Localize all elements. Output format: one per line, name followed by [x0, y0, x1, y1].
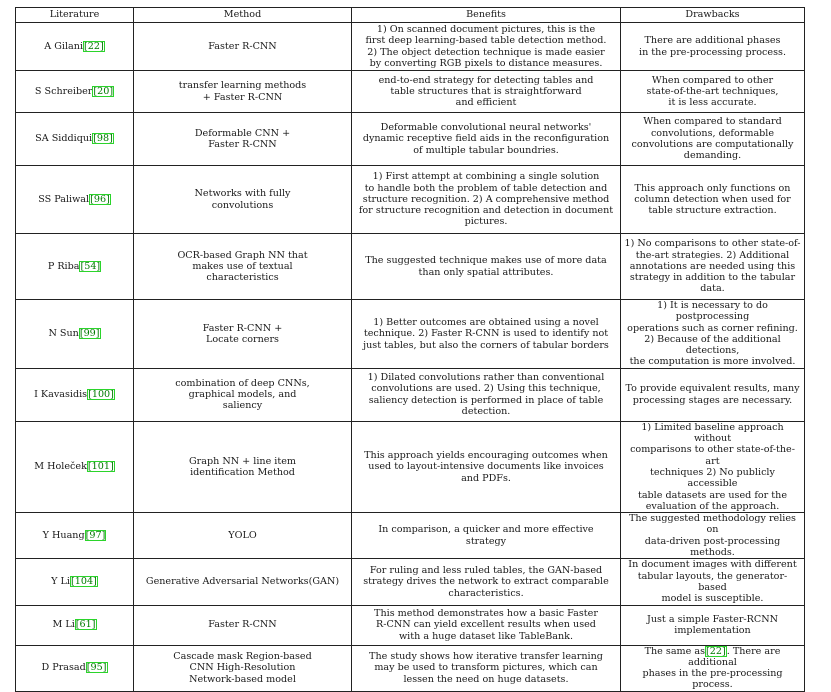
table-row: [16, 300, 805, 369]
benefits-cell: Deformable convolutional neural networks' dynamic receptive field aids in the reconfiguration of multiple tabular boundries.: [352, 113, 621, 166]
citation-link[interactable]: [104]: [71, 576, 97, 588]
literature-cell: [16, 113, 134, 166]
author-name: I Kavasidis: [34, 389, 88, 401]
literature-cell: [16, 421, 134, 512]
drawbacks-cell: 1) It is necessary to do postprocessing operations such as corner refining. 2) Because of the additional detections, the computation is more involved.: [621, 300, 805, 369]
literature-cell: [16, 368, 134, 421]
drawbacks-cell: This approach only functions on column detection when used for table structure extraction.: [621, 166, 805, 234]
citation-link[interactable]: [61]: [75, 619, 96, 631]
author-name: A Gilani: [44, 40, 84, 52]
table-row: [16, 113, 805, 166]
author-name: Y Huang: [42, 530, 85, 542]
method-cell: Faster R-CNN + Locate corners: [134, 300, 352, 369]
citation-link[interactable]: [22]: [84, 40, 104, 52]
benefits-cell: This method demonstrates how a basic Faster R-CNN can yield excellent results when used with a huge dataset like TableBank.: [352, 605, 621, 645]
literature-cell: [16, 645, 134, 691]
header-benefits: Benefits: [352, 8, 621, 23]
table-row: [16, 368, 805, 421]
literature-cell: [16, 71, 134, 113]
drawbacks-cell: When compared to other state-of-the-art techniques, it is less accurate.: [621, 71, 805, 113]
method-cell: Generative Adversarial Networks(GAN): [134, 559, 352, 605]
table-row: [16, 71, 805, 113]
citation-link[interactable]: [99]: [79, 328, 100, 340]
drawbacks-cell: 1) Limited baseline approach without comparisons to other state-of-the-art techniques 2) No publicly accessible table datasets are used for the evaluation of the approach.: [621, 421, 805, 512]
literature-cell: [16, 300, 134, 369]
method-cell: Networks with fully convolutions: [134, 166, 352, 234]
author-name: P Riba: [47, 260, 80, 272]
author-name: S Schreiber: [34, 85, 93, 97]
benefits-cell: For ruling and less ruled tables, the GAN-based strategy drives the network to extract comparable characteristics.: [352, 559, 621, 605]
header-method: Method: [134, 8, 352, 23]
drawbacks-cell: Just a simple Faster-RCNN implementation: [621, 605, 805, 645]
method-cell: Faster R-CNN: [134, 605, 352, 645]
table-header-row: [16, 8, 805, 23]
header-drawbacks: Drawbacks: [621, 8, 805, 23]
table-row: [16, 645, 805, 691]
drawbacks-cell: To provide equivalent results, many processing stages are necessary.: [621, 368, 805, 421]
benefits-cell: 1) Better outcomes are obtained using a novel technique. 2) Faster R-CNN is used to identify not just tables, but also the corners of tabular borders: [352, 300, 621, 369]
benefits-cell: In comparison, a quicker and more effective strategy: [352, 513, 621, 559]
method-cell: OCR-based Graph NN that makes use of textual characteristics: [134, 234, 352, 300]
benefits-cell: The suggested technique makes use of more data than only spatial attributes.: [352, 234, 621, 300]
author-name: SS Paliwal: [38, 193, 90, 205]
author-name: M Li: [52, 619, 75, 631]
table-row: [16, 23, 805, 71]
drawbacks-cell: There are additional phases in the pre-processing process.: [621, 23, 805, 71]
drawbacks-cell: In document images with different tabular layouts, the generator-based model is susceptible.: [621, 559, 805, 605]
table-row: [16, 234, 805, 300]
benefits-cell: The study shows how iterative transfer learning may be used to transform pictures, which can lessen the need on huge datasets.: [352, 645, 621, 691]
drawbacks-cell: [621, 645, 805, 691]
author-name: M Holeček: [34, 461, 87, 473]
literature-cell: [16, 166, 134, 234]
citation-link[interactable]: [97]: [85, 530, 106, 542]
drawbacks-text-end: . There are additional phases in the pre-processing process.: [642, 645, 783, 691]
literature-cell: [16, 513, 134, 559]
header-literature: Literature: [16, 8, 134, 23]
method-cell: combination of deep CNNs, graphical models, and saliency: [134, 368, 352, 421]
literature-cell: [16, 234, 134, 300]
method-cell: transfer learning methods + Faster R-CNN: [134, 71, 352, 113]
citation-link[interactable]: [98]: [93, 133, 113, 145]
drawbacks-cell: When compared to standard convolutions, deformable convolutions are computationally demanding.: [621, 113, 805, 166]
author-name: SA Siddiqui: [35, 133, 93, 145]
literature-cell: [16, 23, 134, 71]
table-row: [16, 605, 805, 645]
table-row: [16, 559, 805, 605]
method-cell: Faster R-CNN: [134, 23, 352, 71]
literature-comparison-table: [15, 7, 805, 692]
benefits-cell: end-to-end strategy for detecting tables and table structures that is straightforward and efficient: [352, 71, 621, 113]
table-row: [16, 513, 805, 559]
citation-link[interactable]: [96]: [90, 193, 110, 205]
citation-link[interactable]: [20]: [93, 85, 114, 97]
citation-link[interactable]: [101]: [87, 461, 114, 473]
method-cell: Graph NN + line item identification Method: [134, 421, 352, 512]
author-name: Y Li: [51, 576, 70, 588]
benefits-cell: 1) On scanned document pictures, this is the first deep learning-based table detection method. 2) The object detection technique is made easier by converting RGB pixels to distance measures.: [352, 23, 621, 71]
benefits-cell: This approach yields encouraging outcomes when used to layout-intensive documents like invoices and PDFs.: [352, 421, 621, 512]
drawbacks-text-start: The same as: [644, 645, 706, 657]
drawbacks-cell: The suggested methodology relies on data-driven post-processing methods.: [621, 513, 805, 559]
author-name: D Prasad: [41, 662, 86, 674]
table-row: [16, 166, 805, 234]
benefits-cell: 1) Dilated convolutions rather than conventional convolutions are used. 2) Using this technique, saliency detection is performed in place of table detection.: [352, 368, 621, 421]
author-name: N Sun: [48, 328, 79, 340]
literature-cell: [16, 559, 134, 605]
method-cell: Deformable CNN + Faster R-CNN: [134, 113, 352, 166]
literature-cell: [16, 605, 134, 645]
citation-link[interactable]: [100]: [88, 389, 114, 401]
drawbacks-cell: 1) No comparisons to other state-of- the-art strategies. 2) Additional annotations are needed using this strategy in addition to the tabular data.: [621, 234, 805, 300]
method-cell: Cascade mask Region-based CNN High-Resolution Network-based model: [134, 645, 352, 691]
citation-link[interactable]: [95]: [86, 662, 107, 674]
citation-link[interactable]: [22]: [706, 645, 726, 657]
table-row: [16, 421, 805, 512]
method-cell: YOLO: [134, 513, 352, 559]
benefits-cell: 1) First attempt at combining a single solution to handle both the problem of table detection and structure recognition. 2) A comprehensive method for structure recognition and detection in document pictures.: [352, 166, 621, 234]
citation-link[interactable]: [54]: [80, 260, 101, 272]
